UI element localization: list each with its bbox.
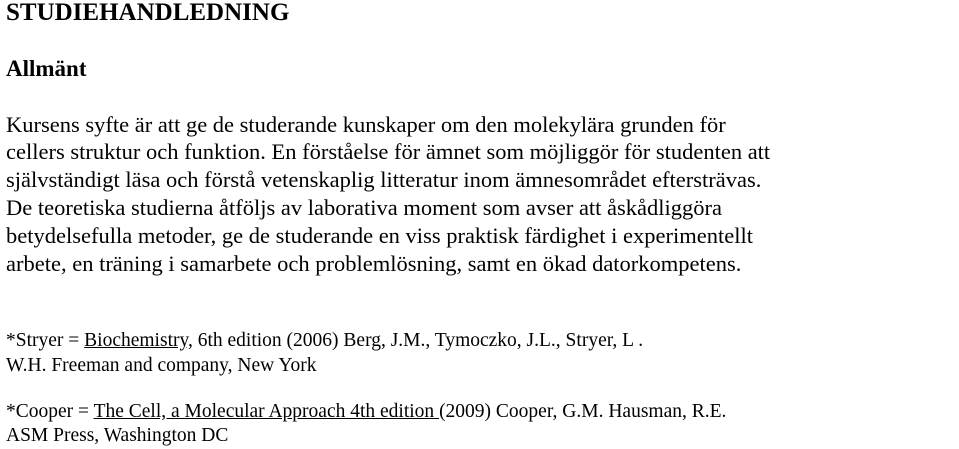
paragraph-line: arbete, en träning i samarbete och problemlösning, samt en ökad datorkompetens. <box>6 251 742 276</box>
reference-prefix: *Cooper = <box>6 401 94 422</box>
reference-book-title: The Cell, a Molecular Approach 4th edition <box>93 401 440 422</box>
reference-line <box>6 400 726 424</box>
paragraph-line: betydelsefulla metoder, ge de studerande en viss praktisk färdighet i experimentellt <box>6 223 753 248</box>
reference-prefix: *Stryer = <box>6 330 85 351</box>
document-title: STUDIEHANDLEDNING <box>6 0 290 26</box>
paragraph-line: Kursens syfte är att ge de studerande kunskaper om den molekylära grunden för <box>6 112 726 137</box>
paragraph-line: självständigt läsa och förstå vetenskaplig litteratur inom ämnesområdet eftersträvas. <box>6 167 762 192</box>
paragraph-line: De teoretiska studierna åtföljs av laborativa moment som avser att åskådliggöra <box>6 195 723 220</box>
section-heading: Allmänt <box>6 56 87 81</box>
reference-publisher: ASM Press, Washington DC <box>6 425 229 446</box>
reference-details: 6th edition (2006) Berg, J.M., Tymoczko, J.L., Stryer, L . <box>192 330 644 351</box>
paragraph-line: cellers struktur och funktion. En förståelse för ämnet som möjliggör för studenten att <box>6 139 771 164</box>
reference-book-title: Biochemistry, <box>84 330 193 351</box>
reference-details: (2009) Cooper, G.M. Hausman, R.E. <box>439 401 727 422</box>
reference-publisher: W.H. Freeman and company, New York <box>6 355 317 376</box>
reference-line <box>6 329 643 353</box>
